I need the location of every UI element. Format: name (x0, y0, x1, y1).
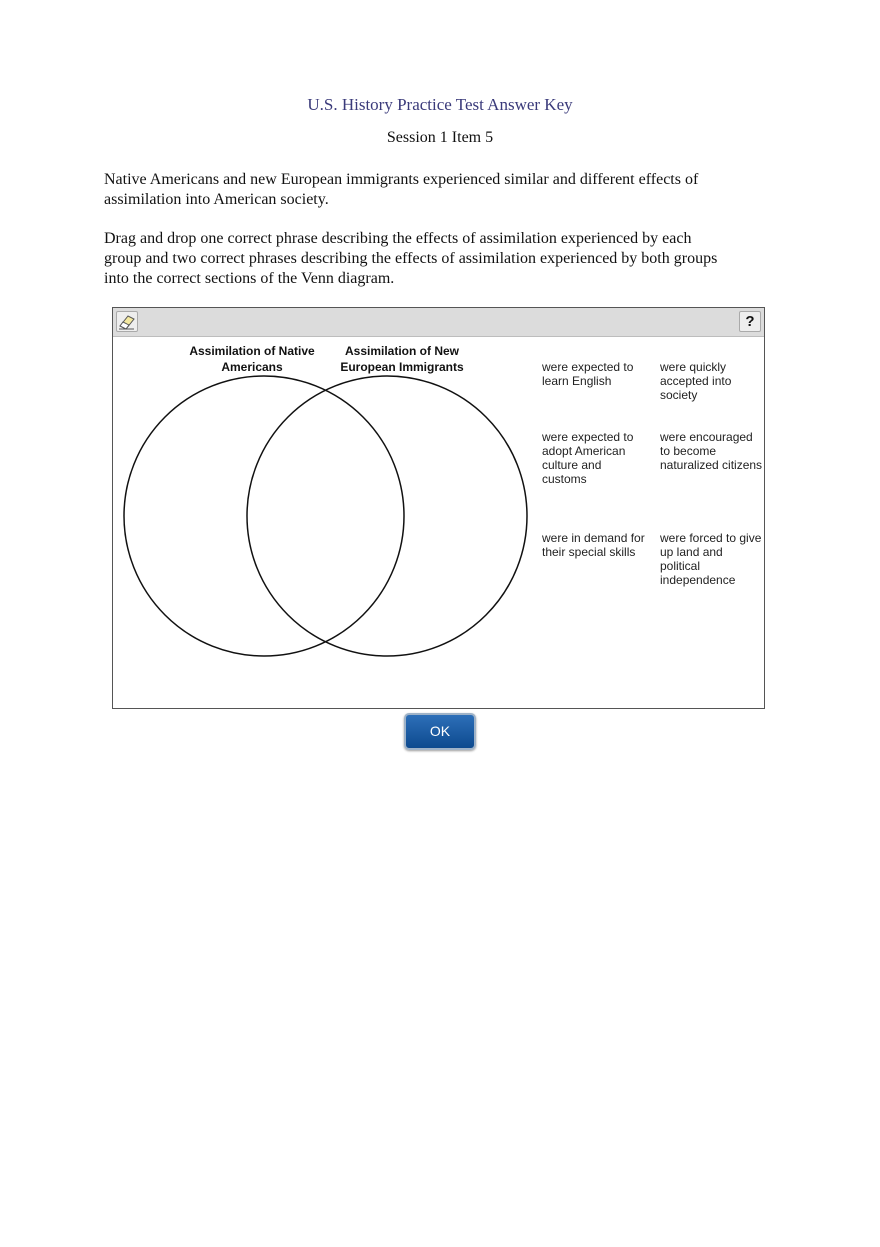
question-paragraph-1: Native Americans and new European immigrants experienced similar and different effects of assimilation into American society. (104, 171, 699, 208)
phrase-tile[interactable]: were expected to adopt American culture and customs (542, 430, 634, 486)
left-circle-label: Assimilation of Native Americans (189, 344, 315, 374)
right-circle-label: Assimilation of New European Immigrants (340, 344, 464, 374)
ok-button[interactable]: OK (404, 713, 476, 750)
document-subtitle: Session 1 Item 5 (386, 129, 494, 146)
phrase-tile[interactable]: were in demand for their special skills (542, 531, 645, 559)
venn-widget (112, 307, 765, 709)
phrase-tile[interactable]: were expected to learn English (542, 360, 634, 388)
phrase-tile[interactable]: were encouraged to become naturalized citizens (660, 430, 763, 472)
phrase-tile[interactable]: were forced to give up land and political independence (660, 531, 762, 587)
question-paragraph-2: Drag and drop one correct phrase describing the effects of assimilation experienced by each group and two correct phrases describing the effects of assimilation experienced by both groups into the correct sections of the Venn diagram. (104, 230, 718, 287)
document-title: U.S. History Practice Test Answer Key (307, 95, 573, 114)
phrase-tile[interactable]: were quickly accepted into society (660, 360, 732, 402)
help-button[interactable]: ? (739, 311, 761, 332)
left-circle[interactable] (124, 376, 404, 656)
right-circle[interactable] (247, 376, 527, 656)
